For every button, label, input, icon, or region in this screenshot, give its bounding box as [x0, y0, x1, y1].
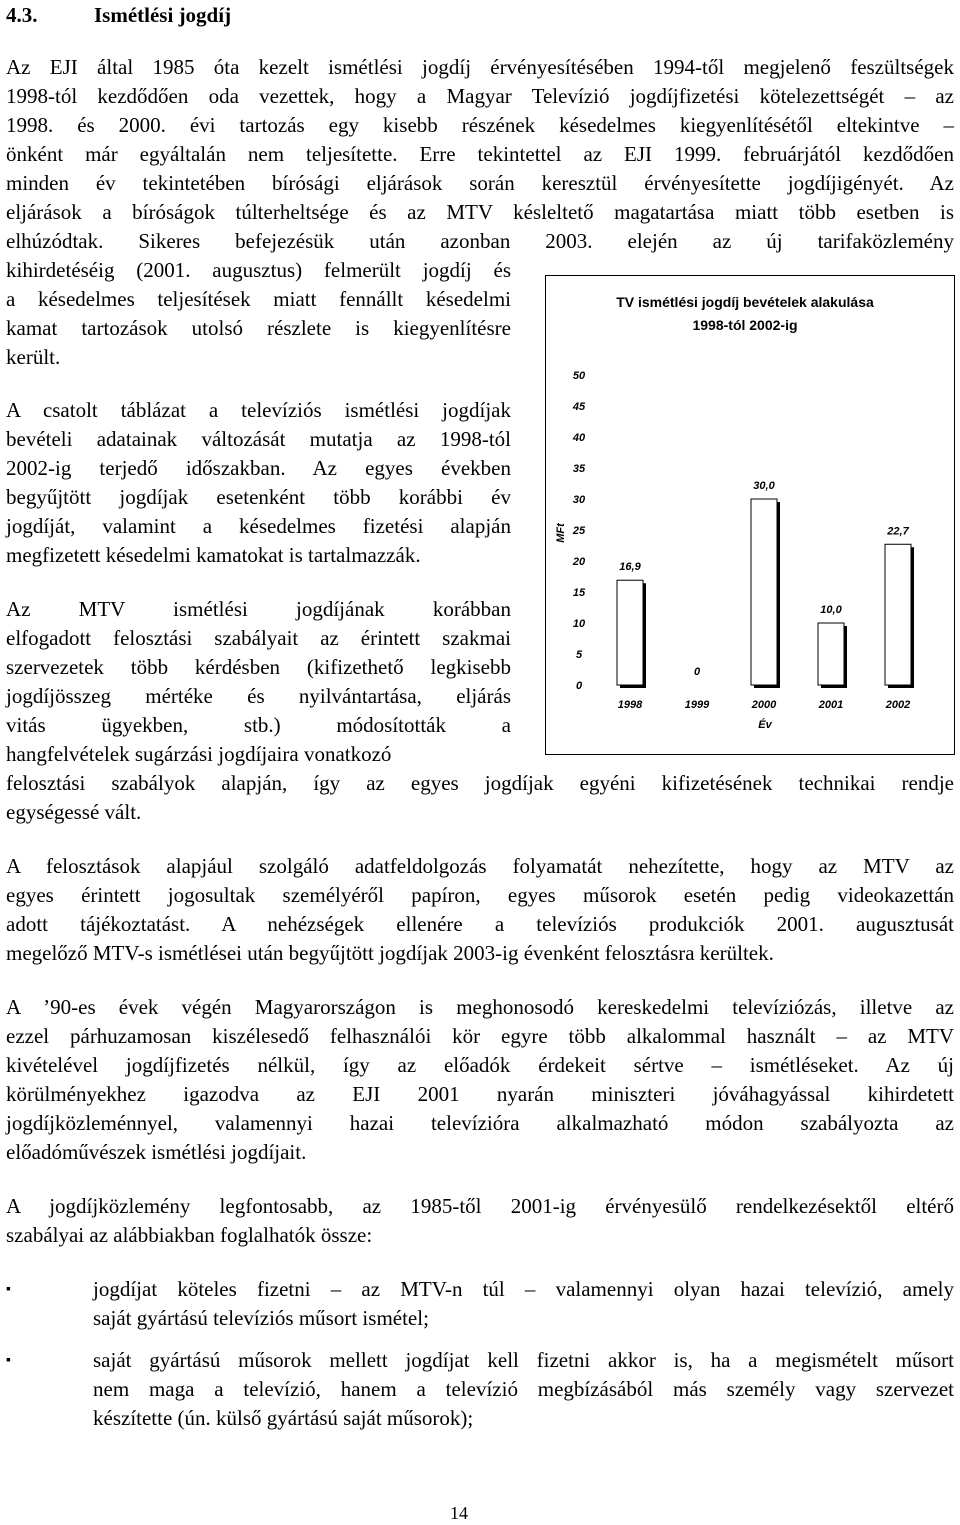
paragraph-line: A csatolt táblázat a televíziós ismétlési jogdíjak — [6, 398, 511, 422]
paragraph-line: 1998-tól kezdődően oda vezettek, hogy a Magyar Televízió jogdíjfizetési kötelezettségét – az — [6, 84, 954, 108]
paragraph-line: körülményekhez igazodva az EJI 2001 nyarán miniszteri jóváhagyással kihirdetett — [6, 1082, 954, 1106]
paragraph-line: elhúzódtak. Sikeres befejezésük után azonban 2003. elején az új tarifaközlemény — [6, 229, 954, 253]
paragraph-line: minden év tekintetében bírósági eljárások során keresztül érvényesítette jogdíjigényét. Az — [6, 171, 954, 195]
x-axis-label: Év — [758, 719, 772, 731]
section-title: Ismétlési jogdíj — [94, 3, 232, 27]
paragraph-line: kihirdetéséig (2001. augusztus) felmerült jogdíj és — [6, 258, 511, 282]
y-tick-label: 0 — [575, 680, 583, 692]
bar — [885, 544, 911, 685]
paragraph-line: megfizetett késedelmi kamatokat is tartalmazzák. — [6, 543, 421, 567]
x-tick-label: 1998 — [617, 699, 643, 711]
y-tick-label: 15 — [572, 587, 586, 599]
paragraph-line: begyűjtött jogdíjak esetenként több korábbi év — [6, 485, 511, 509]
paragraph-line: A felosztások alapjául szolgáló adatfeldolgozás folyamatát nehezítette, hogy az MTV az — [6, 854, 954, 878]
bar-value-label: 10,0 — [820, 604, 842, 616]
paragraph-line: Az MTV ismétlési jogdíjának korábban — [6, 597, 511, 621]
paragraph-line: A ’90-es évek végén Magyarországon is meghonosodó kereskedelmi televíziózás, illetve az — [6, 995, 954, 1019]
y-tick-label: 40 — [572, 432, 586, 444]
bullet-line: jogdíjat köteles fizetni – az MTV-n túl – valamennyi olyan hazai televízió, amely — [93, 1277, 954, 1301]
paragraph-line: szabályai az alábbiakban foglalhatók össze: — [6, 1223, 373, 1247]
bar — [617, 580, 643, 685]
paragraph-line: bevételi adatainak változását mutatja az 1998-tól — [6, 427, 511, 451]
bar — [818, 623, 844, 685]
paragraph-line: előadóművészek ismétlési jogdíjait. — [6, 1140, 307, 1164]
paragraph-line: 1998. és 2000. évi tartozás egy kisebb részének késedelmes kiegyenlítésétől eltekintve – — [6, 113, 954, 137]
bar-value-label: 22,7 — [887, 525, 909, 538]
y-tick-label: 20 — [572, 556, 586, 568]
paragraph-line: 2002-ig terjedő időszakban. Az egyes években — [6, 456, 511, 480]
paragraph-line: ezzel párhuzamosan kiszélesedő felhasználói kör egyre több alkalommal használt – az MTV — [6, 1024, 954, 1048]
bullet-line: készítette (ún. külső gyártású saját műsorok); — [93, 1406, 474, 1430]
x-tick-label: 2000 — [751, 699, 777, 711]
section-heading — [6, 0, 231, 30]
paragraph-line: a késedelmes teljesítések miatt fennállt késedelmi — [6, 287, 511, 311]
x-tick-label: 1999 — [684, 699, 710, 711]
bar-value-label: 30,0 — [753, 480, 775, 492]
paragraph-line: kamat tartozások utolsó részlete is kiegyenlítésre — [6, 316, 511, 340]
paragraph-line: jogdíjösszeg mértéke és nyilvántartása, eljárás — [6, 684, 511, 708]
bullet-line: saját gyártású televíziós műsort ismétel; — [93, 1306, 429, 1330]
y-tick-label: 25 — [572, 525, 586, 537]
paragraph-line: adott tájékoztatást. A nehézségek ellenére a televíziós produkciók 2001. augusztusát — [6, 912, 954, 936]
paragraph-line: önként már egyáltalán nem teljesítette. Erre tekintettel az EJI 1999. februárjától kezdődően — [6, 142, 954, 166]
y-tick-label: 50 — [572, 370, 586, 382]
y-tick-label: 35 — [572, 463, 586, 475]
bullet-line: nem maga a televízió, hanem a televízió megbízásából más személy vagy szervezet — [93, 1377, 954, 1401]
x-tick-label: 2001 — [818, 699, 844, 711]
bullet-line: saját gyártású műsorok mellett jogdíjat kell fizetni akkor is, ha a megismételt műsort — [93, 1348, 954, 1372]
paragraph-line: eljárások a bíróságok túlterheltsége és az MTV késleltető magatartása miatt több esetben is — [6, 200, 954, 224]
y-axis-label: MFt — [555, 523, 567, 543]
y-tick-label: 30 — [572, 494, 586, 506]
paragraph-line: vitás ügyekben, stb.) módosították a — [6, 713, 511, 737]
page-number: 14 — [450, 1503, 468, 1523]
revenue-bar-chart — [545, 275, 955, 755]
paragraph-line: kivételével jogdíjfizetés nélkül, így az előadók érdekeit sértve – ismétléseket. Az új — [6, 1053, 954, 1077]
bar-value-label: 0 — [693, 666, 701, 678]
paragraph-line: egységessé vált. — [6, 800, 142, 824]
y-tick-label: 45 — [572, 401, 586, 413]
paragraph-line: hangfelvételek sugárzási jogdíjaira vonatkozó — [6, 742, 392, 766]
chart-subtitle: 1998-tól 2002-ig — [692, 317, 798, 333]
paragraph-line: egyes érintett jogosultak személyéről papíron, egyes műsorok esetén pedig videokazettán — [6, 883, 954, 907]
y-tick-label: 5 — [575, 649, 583, 661]
x-tick-label: 2002 — [885, 699, 911, 711]
paragraph-line: szervezetek több kérdésben (kifizethető legkisebb — [6, 655, 511, 679]
paragraph-line: került. — [6, 345, 61, 369]
bullet-square-icon: ▪ — [6, 1282, 11, 1297]
section-number: 4.3. — [6, 3, 38, 27]
bullet-square-icon: ▪ — [6, 1353, 11, 1368]
paragraph-line: jogdíjközleménnyel, valamennyi hazai televízióra alkalmazható módon szabályozta az — [6, 1111, 954, 1135]
y-tick-label: 10 — [572, 618, 586, 630]
paragraph-line: felosztási szabályok alapján, így az egyes jogdíjak egyéni kifizetésének technikai rendje — [6, 771, 954, 795]
paragraph-line: elfogadott felosztási szabályait az érintett szakmai — [6, 626, 511, 650]
paragraph-line: jogdíját, valamint a késedelmes fizetési alapján — [6, 514, 511, 538]
bar — [751, 499, 777, 685]
paragraph-line: A jogdíjközlemény legfontosabb, az 1985-től 2001-ig érvényesülő rendelkezésektől eltérő — [6, 1194, 954, 1218]
paragraph-line: megelőző MTV-s ismétlései után begyűjtött jogdíjak 2003-ig évenként felosztásra kerültek. — [6, 941, 774, 965]
bar-value-label: 16,9 — [619, 561, 641, 574]
paragraph-line: Az EJI által 1985 óta kezelt ismétlési jogdíj érvényesítésében 1994-től megjelenő feszültségek — [6, 55, 954, 79]
chart-title: TV ismétlési jogdíj bevételek alakulása — [616, 294, 874, 310]
